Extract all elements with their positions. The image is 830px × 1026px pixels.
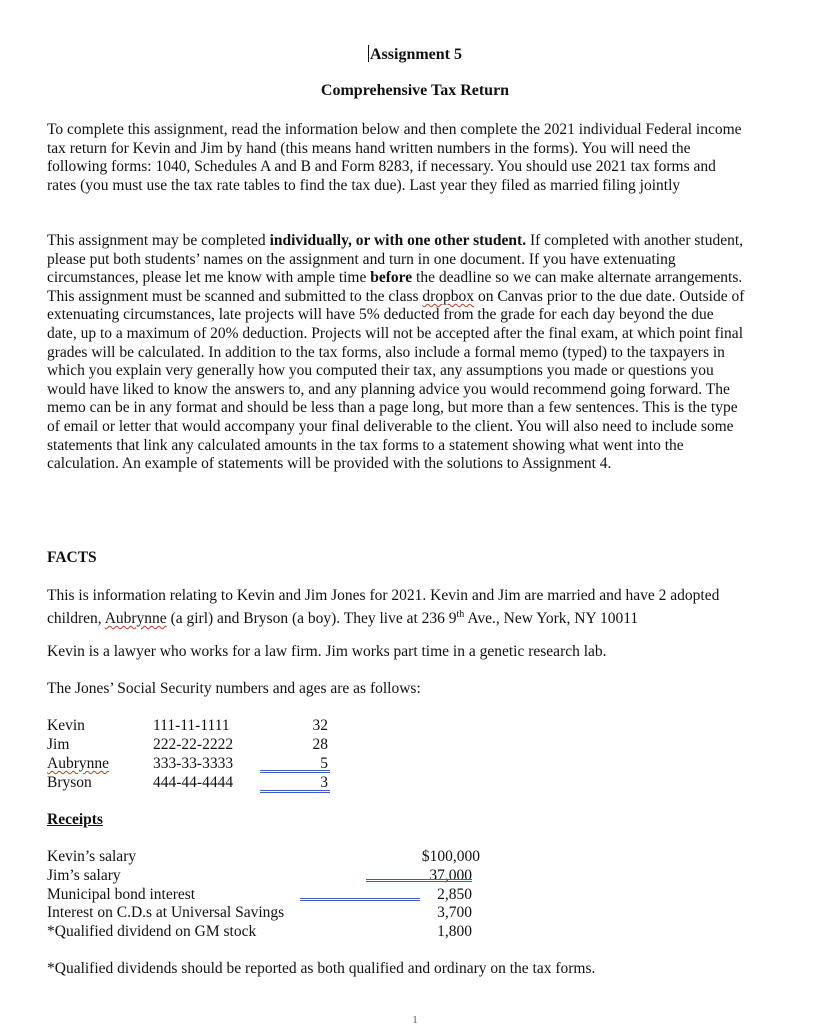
receipt-amount: $100,000 (421, 848, 480, 865)
page-number: 1 (412, 1014, 418, 1026)
receipt-amount: 37,000 (429, 867, 472, 884)
double-underline (366, 881, 472, 882)
person-ssn: 111-11-1111 (153, 717, 230, 734)
person-name: Bryson (47, 774, 92, 791)
person-age: 28 (312, 736, 328, 753)
receipts-heading: Receipts (47, 811, 103, 828)
receipt-amount: 1,800 (437, 923, 472, 940)
double-underline (260, 790, 330, 791)
person-ssn: 444-44-4444 (153, 774, 234, 791)
person-name: Jim (47, 736, 70, 753)
person-age: 32 (312, 717, 328, 734)
double-underline (300, 900, 420, 901)
document-subtitle: Comprehensive Tax Return (320, 82, 510, 99)
intro-paragraph: To complete this assignment, read the information below and then complete the 2021 individual Federal income tax return for Kevin and Jim by hand (this means hand written numbers in the forms). You will need the following forms: 1040, Schedules A and B and Form 8283, if necessary. You should use 2021 tax forms and rates (you must use the tax rate tables to find the tax due). Last year they filed as married filing jointly (47, 121, 742, 194)
ssn-intro-paragraph: The Jones’ Social Security numbers and ages are as follows: (47, 680, 421, 697)
person-name: Aubrynne (47, 755, 109, 772)
facts-heading: FACTS (47, 549, 97, 566)
receipt-label: Jim’s salary (47, 867, 121, 884)
receipt-label: Municipal bond interest (47, 886, 196, 903)
receipts-note: *Qualified dividends should be reported as both qualified and ordinary on the tax forms. (47, 960, 596, 977)
double-underline (366, 879, 472, 880)
double-underline (260, 770, 330, 771)
double-underline (260, 772, 330, 773)
receipt-amount: 2,850 (437, 886, 472, 903)
facts-paragraph: This is information relating to Kevin and Jim Jones for 2021. Kevin and Jim are married and have 2 adopted children, Aubrynne (a girl) and Bryson (a boy). They live at 236 9th Ave., New York, NY 10011 (47, 587, 720, 627)
receipt-label: Interest on C.D.s at Universal Savings (47, 904, 285, 921)
person-age: 5 (320, 755, 328, 772)
spellcheck-word: Aubrynne (104, 609, 167, 627)
person-ssn: 222-22-2222 (153, 736, 234, 753)
double-underline (260, 792, 330, 793)
instructions-paragraph: This assignment may be completed individually, or with one other student. If completed with another student, please put both students’ names on the assignment and turn in one document. If you have extenuating circumstances, please let me know with ample time before the deadline so we can make alternate arrangements. This assignment must be scanned and submitted to the class dropbox on Canvas prior to the due date. Outside of extenuating circumstances, late projects will have 5% deducted from the grade for each day beyond the due date, up to a maximum of 20% deduction. Projects will not be accepted after the final exam, at which point final grades will be calculated. In addition to the tax forms, also include a formal memo (typed) to the taxpayers in which you explain very generally how you computed their tax, any assumptions you made or questions you would have liked to know the answers to, and any planning advice you would recommend going forward. The memo can be in any format and should be less than a page long, but more than a few sentences. This is the type of email or letter that would accompany your final deliverable to the client. You will also need to include some statements that link any calculated amounts in the tax forms to a statement showing what went into the calculation. An example of statements will be provided with the solutions to Assignment 4. (47, 232, 745, 473)
person-ssn: 333-33-3333 (153, 755, 234, 772)
double-underline (300, 898, 420, 899)
receipt-amount: 3,700 (437, 904, 472, 921)
spellcheck-word: dropbox (422, 287, 475, 305)
person-age: 3 (320, 774, 328, 791)
text-cursor (368, 45, 369, 62)
assignment-title: Assignment 5 (369, 46, 462, 63)
person-name: Kevin (47, 717, 85, 734)
receipt-label: *Qualified dividend on GM stock (47, 923, 257, 940)
receipt-label: Kevin’s salary (47, 848, 137, 865)
occupation-paragraph: Kevin is a lawyer who works for a law firm. Jim works part time in a genetic research lab. (47, 643, 607, 660)
